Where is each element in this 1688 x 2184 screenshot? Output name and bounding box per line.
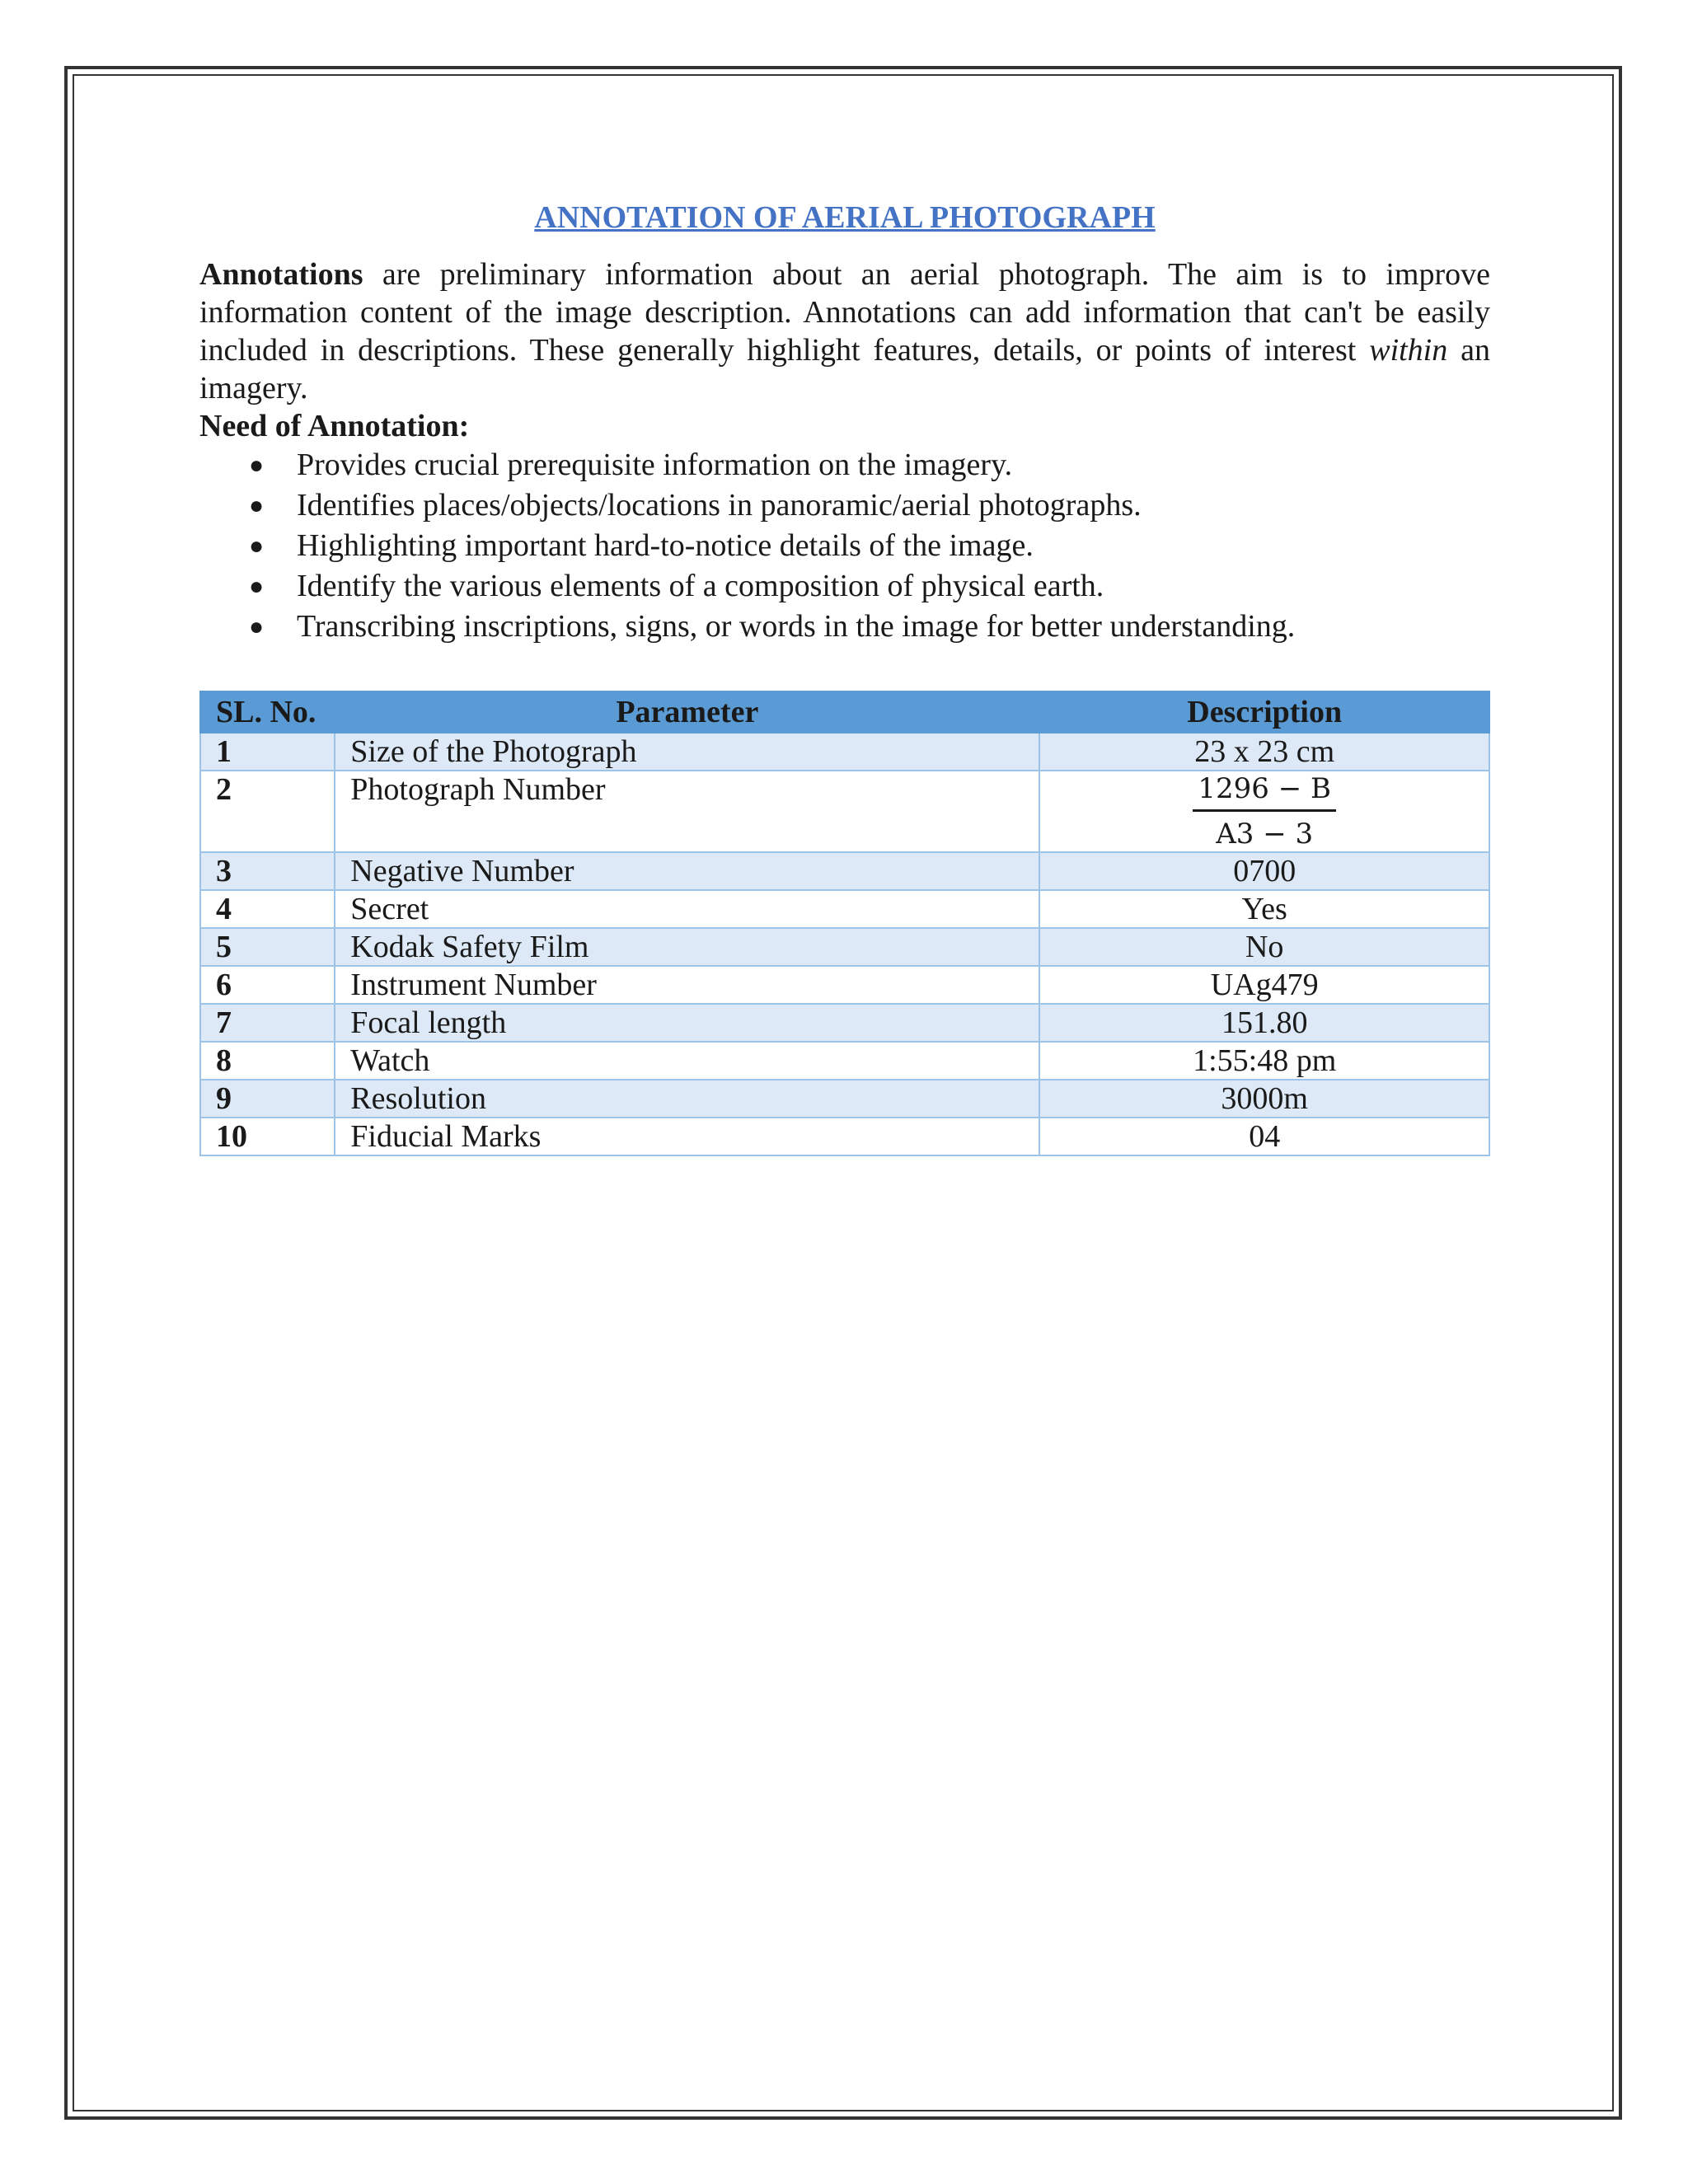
bullet-icon: ● bbox=[249, 492, 265, 519]
cell-parameter: Secret bbox=[335, 890, 1039, 928]
bullet-icon: ● bbox=[249, 573, 265, 600]
cell-description: 0700 bbox=[1039, 852, 1489, 890]
cell-sl: 5 bbox=[200, 928, 335, 966]
need-list-item bbox=[249, 526, 1490, 566]
cell-description: No bbox=[1039, 928, 1489, 966]
intro-text-1: are preliminary information about an aerial photograph. The aim is to improve information content of the image description. Annotations can add information that can't be easily included in descriptions. These generally highlight features, details, or points of interest bbox=[199, 257, 1490, 368]
table-row bbox=[200, 890, 1489, 928]
table-row bbox=[200, 771, 1489, 852]
need-list bbox=[199, 445, 1490, 647]
intro-italic-word: within bbox=[1369, 333, 1448, 368]
table-row bbox=[200, 1042, 1489, 1080]
cell-sl: 10 bbox=[200, 1118, 335, 1155]
header-parameter: Parameter bbox=[335, 691, 1039, 733]
document-body bbox=[199, 196, 1490, 1154]
cell-sl: 2 bbox=[200, 771, 335, 852]
intro-lead-term: Annotations bbox=[199, 257, 363, 292]
need-item-text: Provides crucial prerequisite information on the imagery. bbox=[297, 448, 1013, 482]
cell-parameter: Size of the Photograph bbox=[335, 733, 1039, 771]
table-row bbox=[200, 966, 1489, 1004]
cell-description: 151.80 bbox=[1039, 1004, 1489, 1042]
cell-description: UAg479 bbox=[1039, 966, 1489, 1004]
cell-sl: 9 bbox=[200, 1080, 335, 1118]
cell-parameter: Watch bbox=[335, 1042, 1039, 1080]
cell-description: 04 bbox=[1039, 1118, 1489, 1155]
bullet-icon: ● bbox=[249, 532, 265, 560]
table-row bbox=[200, 1080, 1489, 1118]
need-item-text: Identify the various elements of a composition of physical earth. bbox=[297, 569, 1104, 603]
cell-description: Yes bbox=[1039, 890, 1489, 928]
cell-sl: 8 bbox=[200, 1042, 335, 1080]
cell-parameter: Focal length bbox=[335, 1004, 1039, 1042]
header-sl-no: SL. No. bbox=[200, 691, 335, 733]
table-row bbox=[200, 928, 1489, 966]
need-list-item bbox=[249, 485, 1490, 526]
table-row bbox=[200, 852, 1489, 890]
need-item-text: Transcribing inscriptions, signs, or words in the image for better understanding. bbox=[297, 609, 1296, 644]
cell-description: 23 x 23 cm bbox=[1039, 733, 1489, 771]
bullet-icon: ● bbox=[249, 613, 265, 640]
cell-parameter: Photograph Number bbox=[335, 771, 1039, 852]
cell-sl: 3 bbox=[200, 852, 335, 890]
table-header-row bbox=[200, 691, 1489, 733]
cell-parameter: Instrument Number bbox=[335, 966, 1039, 1004]
table-row bbox=[200, 1004, 1489, 1042]
header-description: Description bbox=[1039, 691, 1489, 733]
cell-sl: 1 bbox=[200, 733, 335, 771]
cell-description-fraction bbox=[1039, 771, 1489, 852]
table-row bbox=[200, 1118, 1489, 1155]
fraction-numerator: 1296 − B bbox=[1193, 771, 1336, 812]
cell-parameter: Negative Number bbox=[335, 852, 1039, 890]
document-title: ANNOTATION OF AERIAL PHOTOGRAPH bbox=[534, 200, 1156, 235]
fraction-denominator: A3 − 3 bbox=[1216, 818, 1314, 851]
cell-description: 3000m bbox=[1039, 1080, 1489, 1118]
intro-text-2: an imagery. bbox=[199, 333, 1490, 405]
need-item-text: Identifies places/objects/locations in panoramic/aerial photographs. bbox=[297, 488, 1142, 523]
bullet-icon: ● bbox=[249, 452, 265, 479]
cell-parameter: Kodak Safety Film bbox=[335, 928, 1039, 966]
need-list-item bbox=[249, 445, 1490, 485]
need-item-text: Highlighting important hard-to-notice details of the image. bbox=[297, 528, 1034, 563]
cell-parameter: Fiducial Marks bbox=[335, 1118, 1039, 1155]
cell-sl: 4 bbox=[200, 890, 335, 928]
cell-sl: 7 bbox=[200, 1004, 335, 1042]
cell-description: 1:55:48 pm bbox=[1039, 1042, 1489, 1080]
need-list-item bbox=[249, 566, 1490, 607]
intro-paragraph bbox=[199, 255, 1490, 407]
table-row bbox=[200, 733, 1489, 771]
need-heading: Need of Annotation: bbox=[199, 409, 470, 443]
parameters-table bbox=[199, 691, 1490, 1156]
photo-number-fraction bbox=[1193, 771, 1336, 851]
cell-parameter: Resolution bbox=[335, 1080, 1039, 1118]
need-list-item bbox=[249, 607, 1490, 647]
cell-sl: 6 bbox=[200, 966, 335, 1004]
